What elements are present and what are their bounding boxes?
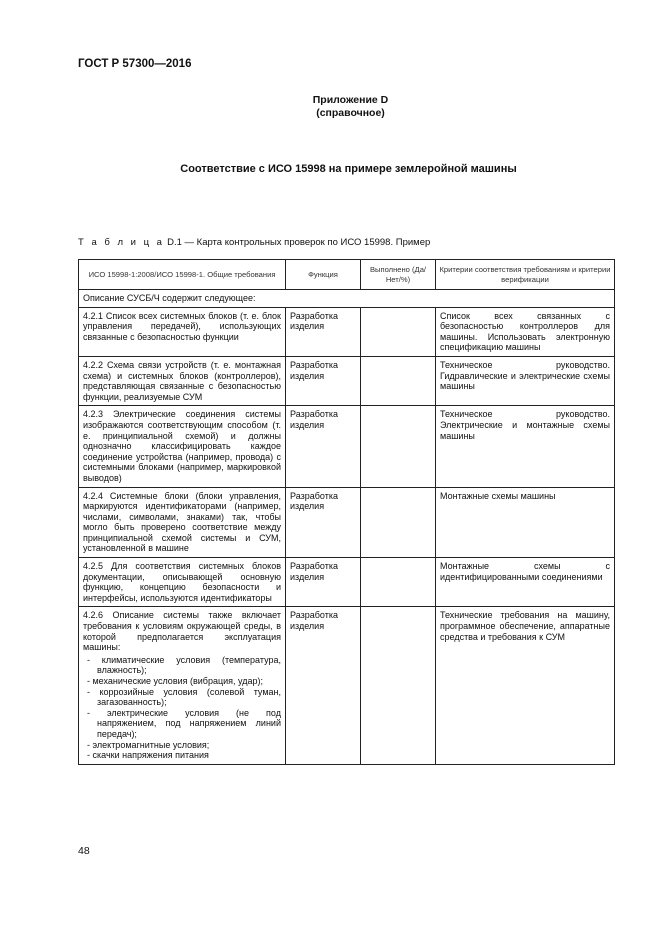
document-title-text: Соответствие с ИСО 15998 на примере землеройной машины — [180, 163, 517, 175]
table-row — [79, 487, 615, 558]
function-cell: Разработка изделия — [286, 558, 361, 607]
done-cell — [361, 487, 436, 558]
list-item: - электрические условия (не под напряжением, под напряжением линий передач); — [87, 707, 281, 739]
table-row — [79, 558, 615, 607]
list-item: - климатические условия (температура, влажность); — [87, 654, 281, 676]
requirement-cell: 4.2.4 Системные блоки (блоки управления, маркируются идентификаторами (например, числами, символами, знаками) так, чтобы могло быть проверено соответствие между принципиальной схемой системы и СУМ, установленной в машине — [79, 487, 286, 558]
done-cell — [361, 406, 436, 487]
criteria-cell: Технические требования на машину, программное обеспечение, аппаратные средства и требования к СУМ — [436, 607, 615, 764]
requirement-cell: 4.2.3 Электрические соединения системы изображаются соответствующим способом (т. е. принципиальной схемой) и должны однозначно классифицировать каждое соединение устройства (например, провода) с системными блоками (например, маркировкой выводов) — [79, 406, 286, 487]
done-cell — [361, 356, 436, 405]
annex-heading — [0, 94, 661, 120]
table-caption-prefix: Т а б л и ц а — [78, 237, 165, 248]
page-number: 48 — [78, 845, 90, 857]
done-cell — [361, 558, 436, 607]
criteria-cell: Монтажные схемы машины — [436, 487, 615, 558]
annex-label: Приложение D — [312, 94, 389, 106]
table-row — [79, 356, 615, 405]
conditions-list — [83, 655, 281, 761]
table-caption — [78, 237, 430, 248]
header-function: Функция — [286, 260, 361, 290]
requirement-cell: 4.2.2 Схема связи устройств (т. е. монтажная схема) и системных блоков (контроллеров), представляющая связанные с безопасностью функции, реализуемые СУМ — [79, 356, 286, 405]
function-cell: Разработка изделия — [286, 487, 361, 558]
criteria-cell: Техническое руководство. Электрические и монтажные схемы машины — [436, 406, 615, 487]
table-header-row — [79, 260, 615, 290]
table-row — [79, 307, 615, 356]
function-cell: Разработка изделия — [286, 607, 361, 764]
list-item: - коррозийные условия (солевой туман, загазованность); — [87, 686, 281, 708]
function-cell: Разработка изделия — [286, 406, 361, 487]
requirement-cell — [79, 607, 286, 764]
table-caption-text: D.1 — Карта контрольных проверок по ИСО 15998. Пример — [167, 237, 431, 248]
table-row — [79, 406, 615, 487]
checklist-table — [78, 259, 615, 765]
header-criteria: Критерии соответствия требованиям и критерии верификации — [436, 260, 615, 290]
table-intro-row — [79, 290, 615, 308]
requirement-cell: 4.2.1 Список всех системных блоков (т. е. блок управления передачей), использующих связанные с безопасностью функции — [79, 307, 286, 356]
done-cell — [361, 307, 436, 356]
criteria-cell: Список всех связанных с безопасностью контроллеров для машины. Использовать электронную спецификацию машины — [436, 307, 615, 356]
header-done: Выполнено (Да/Нет/%) — [361, 260, 436, 290]
done-cell — [361, 607, 436, 764]
table-row — [79, 607, 615, 764]
standard-code: ГОСТ Р 57300—2016 — [78, 58, 192, 70]
list-item: - механические условия (вибрация, удар); — [87, 676, 263, 686]
list-item: - скачки напряжения питания — [87, 750, 209, 761]
function-cell: Разработка изделия — [286, 307, 361, 356]
function-cell: Разработка изделия — [286, 356, 361, 405]
criteria-cell: Монтажные схемы с идентифицированными соединениями — [436, 558, 615, 607]
header-requirements: ИСО 15998-1:2008/ИСО 15998-1. Общие требования — [79, 260, 286, 290]
list-item: - электромагнитные условия; — [87, 739, 210, 750]
annex-type: (справочное) — [316, 107, 385, 119]
intro-cell: Описание СУСБ/Ч содержит следующее: — [79, 290, 615, 308]
requirement-text: 4.2.6 Описание системы также включает требования к условиям окружающей среды, в которой предполагается эксплуатация машины: — [83, 610, 281, 653]
criteria-cell: Техническое руководство. Гидравлические и электрические схемы машины — [436, 356, 615, 405]
requirement-cell: 4.2.5 Для соответствия системных блоков документации, описывающей основную функцию, концепцию безопасности и интерфейсы, используются идентификаторы — [79, 558, 286, 607]
document-title — [0, 163, 661, 175]
